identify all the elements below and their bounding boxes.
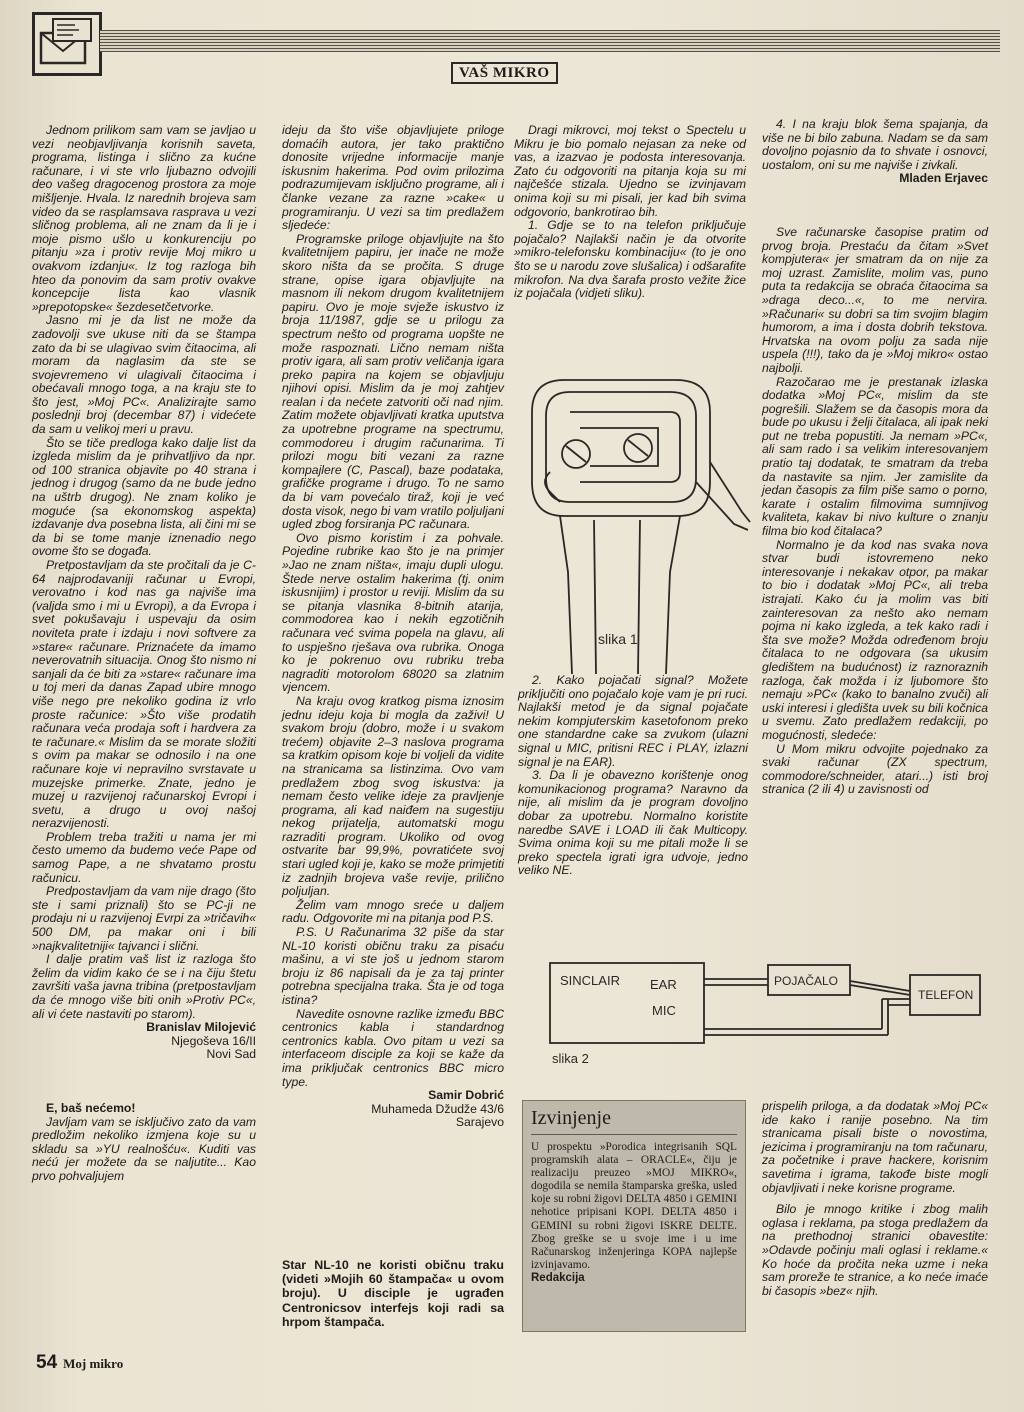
paragraph: P.S. U Računarima 32 piše da star NL-10 koristi običnu traku za pisaću mašinu, a vi ste još u jednom starom broju iz 86 napisali da je za taj printer potrebna specijalna traka. Šta je od toga istina? <box>282 925 504 1007</box>
paragraph: U Mom mikru odvojite pojednako za svaki računar (ZX spectrum, commodore/schneider, atari...) isti broj stranica (2 ili 4) u zavisnosti od <box>762 741 988 797</box>
paragraph: Problem treba tražiti u nama jer mi često umemo da budemo veće Pape od samog Pape, a ne shvatamo prostu računicu. <box>32 829 256 885</box>
paragraph: Predpostavljam da vam nije drago (što ste i sami priznali) što se PC-ji ne prodaju ni u razvijenoj Evrpi za »tričavih« 500 DM, pa makar oni i bili »najkvalitetniji« tajvanci i slični. <box>32 884 256 953</box>
paragraph: 4. I na kraju blok šema spajanja, da više ne bi bilo zabuna. Nadam se da sam dovoljno pojasnio da to shvate i osnovci, uostalom, oni su me najviše i zivkali. <box>762 117 988 172</box>
label-telephone: TELEFON <box>918 988 974 1002</box>
label-ear: EAR <box>650 977 677 992</box>
paragraph: 2. Kako pojačati signal? Možete priključiti ono pojačalo koje vam je pri ruci. Najlakši metod je da signal pojačate nekim kompjuterskim kasetofonom preko one standardne cake sa zvukom (ulazni signal u MIC, pritisni REC i PLAY, izlazni signal je na EAR). <box>518 673 748 769</box>
author-address: Muhameda Džudže 43/6 <box>371 1101 504 1116</box>
column-4-bottom <box>762 1100 988 1298</box>
paragraph: Razočarao me je prestanak izlaska dodatka »Moj PC«, mislim da ste pogrešili. Slažem se da časopis mora da bude po ukusu i želji čitalaca, ali ipak neki put ne treba popustiti. Ja nemam »PC«, ali sam rado i sa velikim interesovanjem pratio taj dodatak, te smatram da treba da nastavite sa njim. Jer zamislite da jedan časopis za film piše samo o porno, karate i ostalim filmovima sumnjivog kvaliteta, kakav bi nivo kulture o znanju filma bio kod čitalaca? <box>762 374 988 539</box>
paragraph: Želim vam mnogo sreće u daljem radu. Odgovorite mi na pitanja pod P.S. <box>282 897 504 926</box>
section-title: VAŠ MIKRO <box>451 62 558 84</box>
column-2 <box>282 124 504 1130</box>
paragraph: I dalje pratim vaš list iz razloga što želim da vidim kako će se i na čiju štetu završiti vaša javna tribina (pretpostavljam da će mnogo više biti onih »Protiv PC«, ali vi ćete nastaviti po starom). <box>32 952 256 1021</box>
author-name: Samir Dobrić <box>428 1088 504 1103</box>
paragraph: Pretpostavljam da ste pročitali da je C-64 najprodavaniji računar u Evropi, verovatno i kod nas ga najviše ima (valjda smo i mi u Evropi), a da Evropa i svet pokušavaju i uspevaju da osim noviteta prate i izdaju i novi softvere za »stare« računare. Priznaćete da imamo neverovatnih situacija. Onog što nismo ni sanjali da će biti za »stare« računare ima u toj meri da danas Zapad ubire mnogo više nego pre nekoliko godina iz vrlo proste računice: »Što više prodatih računara veća prodaja soft i hardvera za te računare.« Mislim da se morate složiti s ovim pa makar se odnosilo i na one računare koje vi nepravilno svrstavate u muzejske primerke. Znate, jedno je muzej u razvijenoj računarskoj Evropi i svetu, a drugo u ovoj našoj nerazvijenosti. <box>32 558 256 831</box>
figure-1-caption: slika 1 <box>598 631 638 647</box>
header-rule <box>100 30 1000 52</box>
paragraph: 1. Gdje se to na telefon priključuje pojačalo? Najlakši način je da otvorite »mikro-telefonsku kombinaciju« (to je ono što se u narodu zove slušalica) i odšarafite mikrofon. Na dva šarafa prosto vežite žice iz pojačala (vidjeti sliku). <box>514 218 746 301</box>
paragraph: Što se tiče predloga kako dalje list da izgleda mislim da je prihvatljivo da npr. od 100 stranica objavite po 40 strana i jednog i drugog (samo da ne bude jedno na uštrb drugog). Ne znam koliko je moguće (sa ekonomskog aspekta) izdavanje dva posebna lista, ali čini mi se da bi se tome manje iznenadio nego ovome što se događa. <box>32 435 256 559</box>
letter-heading: E, baš nećemo! <box>46 1100 136 1115</box>
magazine-name: Moj mikro <box>63 1356 124 1371</box>
paragraph: Normalno je da kod nas svaka nova stvar budi istovremeno neko interesovanje i nekakav otpor, pa makar to bio i dodatak »Moj PC«, ali treba istrajati. Kako ću ja molim vas biti zainteresovan za nešto ako nemam pojma ni kako izgleda, a tek kako radi i šta sve može? Možda određenom broju čitalaca to ne odgovara (sa ukusim gledištem na budućnost) iz raznoraznih razloga, čak možda i iz ljubomore što nemaju »PC« (kako to banalno zvuči) ali uski interesi i gledišta uvek su bili kočnica u svemu. Zato predlažem redakciji, po mogućnosti, sledeće: <box>762 537 988 742</box>
author-name: Branislav Milojević <box>146 1020 256 1035</box>
page-number: 54 <box>36 1352 58 1373</box>
paragraph: Jednom prilikom sam vam se javljao u vezi neobjavljivanja korisnih saveta, programa, listinga i slično za kućne računare, i vi ste vrlo ljubazno odvojili deo vašeg dragocenog prostora za moje mišljenje. Hvala. Iz narednih brojeva sam video da se rasplamsava rasprava u vezi sličnog problema, ali ne znam da li je i moje pismo ušlo u konkurenciju po pitanju »za i protiv revije Moj mikro u ovakvom izdanju«. Iz tog razloga bih hteo da ponovim da sam protiv ovakve koncepcije lista kao vlasnik »prepotopske« šezdesetčetvorke. <box>32 123 256 314</box>
paragraph: Bilo je mnogo kritike i zbog malih oglasa i reklama, pa stoga predlažem da na prethodnoj stranici obavestite: »Odavde počinju mali oglasi i reklame.« Ko hoće da pročita neka uzme i neka sam proreže te stranice, a ko neće imaće bi časopis »bez« njih. <box>762 1202 988 1298</box>
apology-title: Izvinjenje <box>531 1107 737 1135</box>
paragraph: Na kraju ovog kratkog pisma iznosim jednu ideju koja bi mogla da zaživi! U svakom broju (dobro, može i u svakom trećem) objavite 2–3 naslova programa sa kratkim opisom koje bi voljeli da vidite na stranicama sa listinzima. Ovo vam predlažem zbog svog iskustva: ja nemam često velike ideje za pravljenje programa, ali kad naiđem na sugestiju nekog prijatelja, automatski mogu razraditi program. Ukoliko od ovog ostvarite bar 99,9%, povratićete svoj stari ugled koji je, kako se može primjetiti iz zadnjih brojeva vaše revije, prilično poljuljan. <box>282 693 504 899</box>
paragraph: Dragi mikrovci, moj tekst o Spectelu u Mikru je bio pomalo nejasan za neke od vas, a izazvao je podosta interesovanja. Zato ću odgovoriti na pitanja koja su mi najčešće stizala. Ujedno se izvinjavam onima koji su mi pisali, jer kad bih svima odgovorio, bankrotirao bih. <box>514 123 746 219</box>
author-name: Mladen Erjavec <box>899 171 988 186</box>
paragraph: Sve računarske časopise pratim od prvog broja. Prestaću da čitam »Svet kompjutera« jer smatram da on nije za moj uzrast. Zamislite, molim vas, puno puta ta redakcija se obraća čitaocima sa »draga deco...«, to me nervira. »Računari« su dobri sa tim svojim blagim humorom, a ima i dosta dobrih tekstova. Hrvatska na ovom polju za sada nije uspela (!!!), tako da je »Moj mikro« ostao najbolji. <box>762 224 988 375</box>
label-mic: MIC <box>652 1003 676 1018</box>
label-sinclair: SINCLAIR <box>560 973 620 988</box>
paragraph: Navedite osnovne razlike između BBC centronics kabla i standardnog centronics kabla. Ovo pitam u vezi sa interfaceom disciple za koji se kaže da ima priključak centronics BBC micro type. <box>282 1006 504 1089</box>
apology-box <box>522 1100 746 1332</box>
column-1 <box>32 124 256 1184</box>
paragraph: Ovo pismo koristim i za pohvale. Pojedine rubrike kao što je na primjer »Jao ne znam ništa«, imaju dupli ulogu. Štede nerve ostalim hakerima (tj. onim iskusnijim) i prostor u reviji. Mislim da su se pitanja vlasnika 8-bitnih atarija, commodorea kao i nekih egzotičnih računara već svima popela na glavu, ali to uspješno rješava ova rubrika. Onoga ko je pokrenuo ovu rubriku treba nagraditi motorolom 68020 sa zlatnim vjencem. <box>282 530 504 695</box>
editorial-answer: Star NL-10 ne koristi običnu traku (videti »Mojih 60 štampača« u ovom broju). U disciple je ugrađen Centronicsov interfejs koji radi sa hrpom štampača. <box>282 1258 504 1329</box>
paragraph: Programske priloge objavljujte na što kvalitetnijem papiru, jer inače ne može skoro ništa da se pročita. S druge strane, opise igara objavljujte na masnom ili nekom drugom kvalitetnijem papiru. Ovo je moje svježe iskustvo iz broja 11/1987, gdje se u prilogu za spectrum nešto od programa uopšte ne može raspoznati. Lično nemam ništa protiv igara, ali sam protiv veličanja igara preko papira na kojem se objavljuju njihovi opisi. Mislim da je moj zahtjev realan i da nećete zatvoriti oči nad njim. Zatim možete objavljivati kratka uputstva za upotrebne programe na spectrumu, commodoreu i drugim računarima. Ti prilozi mogu biti vezani za razne kompajlere (C, Pascal), baze podataka, grafičke programe i drugo. To ne samo da bi vam povećalo tiraž, koji je već dosta visok, nego bi vam vratilo poljuljani ugled zbog forsiranja PC računara. <box>282 231 504 532</box>
page-footer <box>36 1352 123 1374</box>
figure-2-caption: slika 2 <box>552 1051 589 1066</box>
author-city: Sarajevo <box>455 1115 504 1130</box>
column-4 <box>762 118 988 797</box>
paragraph: Jasno mi je da list ne može da zadovolji sve ukuse niti da se štampa zato da bi se ulagivao svim čitaocima, ali moram da naglasim da ste se svojevremeno vi ulagivali čitaocima i obećavali mnogo toga, a na kraju ste to što jest, »Moj PC«. Analizirajte samo poslednji broj (decembar 87) i videćete da sam u velikoj meri u pravu. <box>32 313 256 437</box>
author-address: Njegoševa 16/II <box>171 1033 256 1048</box>
paragraph: 3. Da li je obavezno korištenje onog komunikacionog programa? Naravno da nije, ali mislim da je program dovoljno dobar za upotrebu. Normalno koristite naredbe SAVE i LOAD ili čak Multicopy. Svima onima koji su me pitali može li se preko spectela igrati igra udvoje, jedno veliko NE. <box>518 768 748 878</box>
paragraph: ideju da što više objavljujete priloge domaćih autora, jer tako praktično donosite vrijedne informacije manje iskusnim hakerima. Pod ovim prilozima podrazumijevam isključno programe, ali i članke vezane za razne »cake« u programiranju. U vezi sa tim predlažem sljedeće: <box>282 123 504 233</box>
apology-signature: Redakcija <box>531 1271 585 1284</box>
apology-text: U prospektu »Porodica integrisanih SQL programskih alata – ORACLE«, čiju je realizaciju preuzeo »MOJ MIKRO«, dogodila se nemila štamparska greška, usled koje su robni žigovi DELTA 4850 i GEMINI nehotice pripisani KOPI. DELTA 4850 i GEMINI su robni žigovi ISKRE DELTE. Zbog greške se u svoje ime i u ime Računarskog inženjeringa KOPA najlepše izvinjavamo. <box>531 1141 737 1271</box>
letters-icon <box>32 12 102 76</box>
figure-1-handset-diagram <box>520 352 752 674</box>
column-3-mid <box>518 674 748 878</box>
paragraph: prispelih priloga, a da dodatak »Moj PC« ide kako i ranije posebno. Na tim stranicama pisali biste o novostima, jezicima i programiranju na tom računaru, za početnike i prave hackere, korisnim savetima i igrama, takođe biste mogli objavljivati i neke korisne programe. <box>762 1099 988 1195</box>
label-amplifier: POJAČALO <box>774 974 839 988</box>
column-3-top <box>514 124 746 301</box>
paragraph: Javljam vam se isključivo zato da vam predložim nekoliko izmjena koje su u skladu sa »YU realnošću«. Kuditi vas nećú jer možete da se naljutite... Kao prvo pohvaljujem <box>32 1114 256 1183</box>
author-city: Novi Sad <box>206 1047 256 1062</box>
figure-2-block-diagram <box>520 955 990 1077</box>
